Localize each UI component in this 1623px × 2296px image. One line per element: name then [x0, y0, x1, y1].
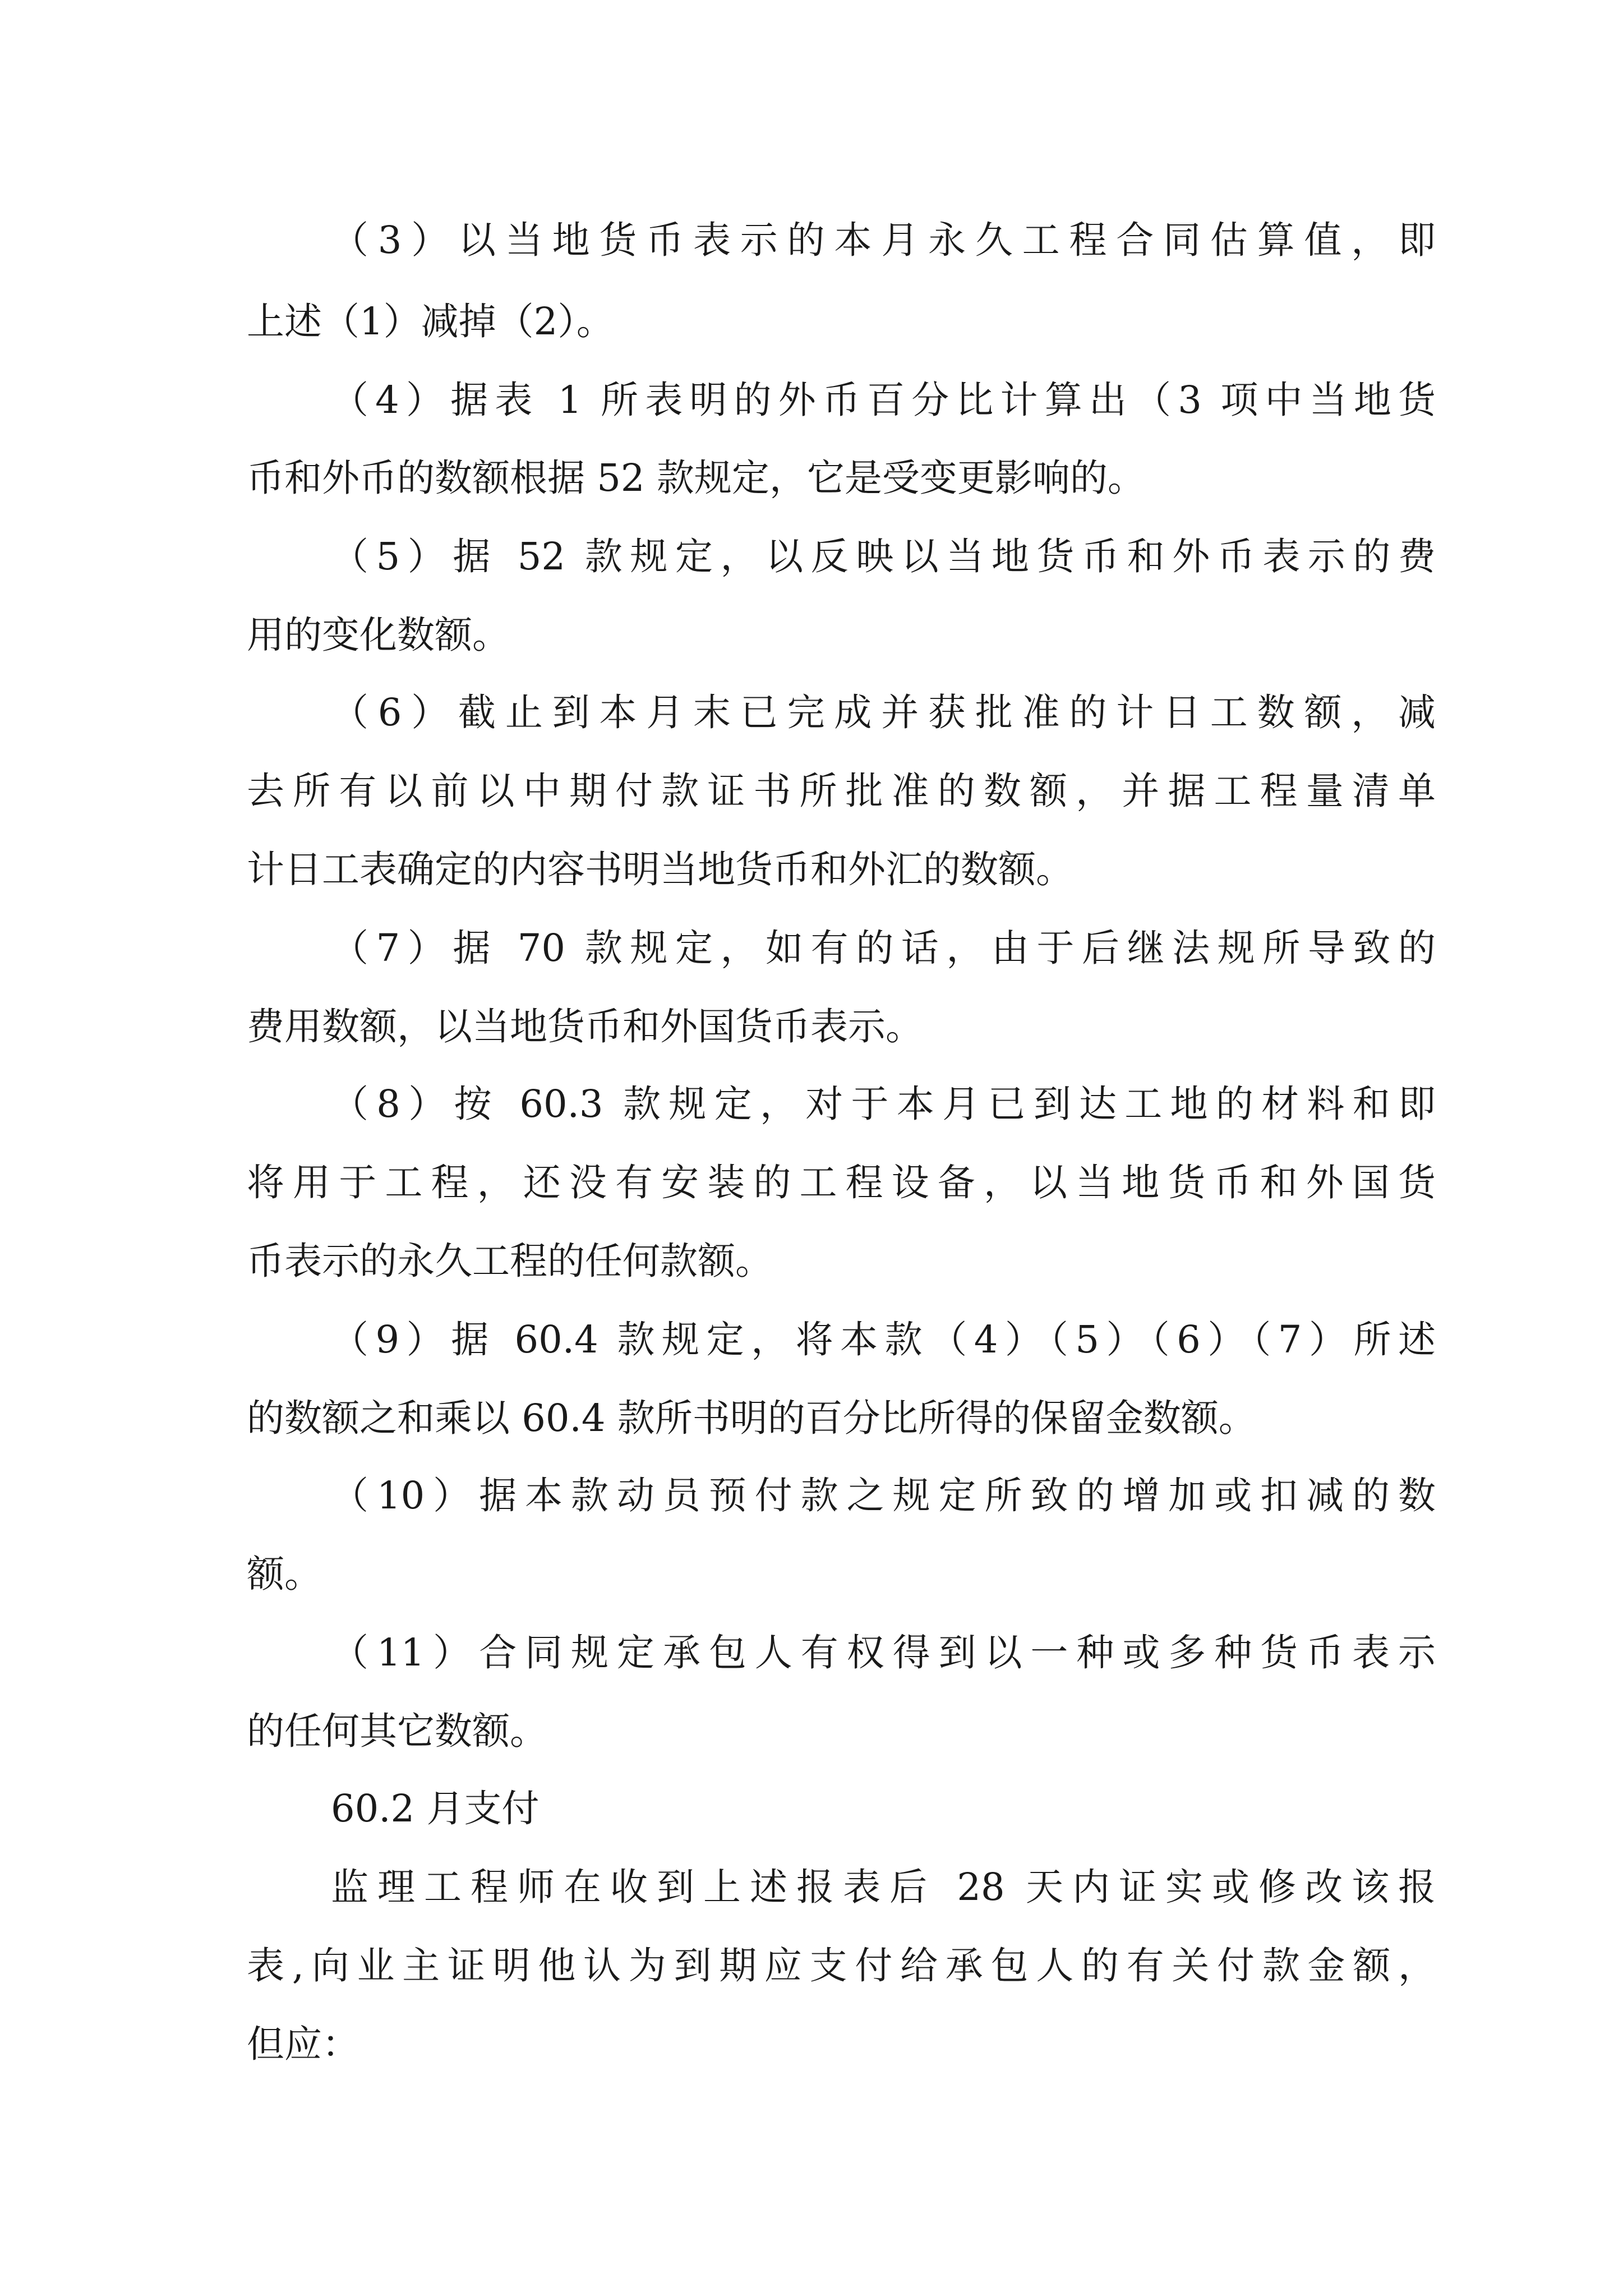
paragraph-11-line-2: 的任何其它数额。 [247, 1709, 547, 1753]
paragraph-10-line-1: （10）据本款动员预付款之规定所致的增加或扣减的数 [331, 1474, 1436, 1517]
paragraph-8-line-2: 将用于工程，还没有安装的工程设备，以当地货币和外国货 [247, 1161, 1436, 1204]
paragraph-5-line-1: （5）据 52 款规定，以反映以当地货币和外币表示的费 [331, 535, 1436, 578]
paragraph-60-2-line-1: 监理工程师在收到上述报表后 28 天内证实或修改该报 [331, 1865, 1436, 1909]
paragraph-7-line-1: （7）据 70 款规定，如有的话，由于后继法规所导致的 [331, 926, 1436, 970]
paragraph-4-line-1: （4）据表 1 所表明的外币百分比计算出（3 项中当地货 [331, 378, 1436, 422]
paragraph-60-2-line-3: 但应： [247, 2022, 359, 2066]
paragraph-6-line-2: 去所有以前以中期付款证书所批准的数额，并据工程量清单 [247, 769, 1436, 813]
paragraph-9-line-2: 的数额之和乘以 60.4 款所书明的百分比所得的保留金数额。 [247, 1396, 1256, 1440]
paragraph-3-line-1: （3）以当地货币表示的本月永久工程合同估算值，即 [331, 218, 1436, 262]
paragraph-9-line-1: （9）据 60.4 款规定，将本款（4）（5）（6）（7）所述 [331, 1318, 1436, 1361]
paragraph-5-line-2: 用的变化数额。 [247, 613, 510, 657]
paragraph-6-line-1: （6）截止到本月末已完成并获批准的计日工数额，减 [331, 691, 1436, 734]
paragraph-4-line-2: 币和外币的数额根据 52 款规定，它是受变更影响的。 [247, 456, 1145, 500]
paragraph-11-line-1: （11）合同规定承包人有权得到以一种或多种货币表示 [331, 1631, 1436, 1674]
section-heading-60-2: 60.2 月支付 [331, 1787, 540, 1830]
paragraph-6-line-3: 计日工表确定的内容书明当地货币和外汇的数额。 [247, 848, 1073, 891]
paragraph-10-line-2: 额。 [247, 1552, 322, 1596]
paragraph-7-line-2: 费用数额，以当地货币和外国货币表示。 [247, 1005, 923, 1048]
paragraph-3-line-2: 上述（1）减掉（2）。 [247, 300, 614, 343]
paragraph-60-2-line-2: 表,向业主证明他认为到期应支付给承包人的有关付款金额， [247, 1944, 1436, 1987]
paragraph-8-line-3: 币表示的永久工程的任何款额。 [247, 1239, 773, 1283]
paragraph-8-line-1: （8）按 60.3 款规定，对于本月已到达工地的材料和即 [331, 1082, 1436, 1126]
